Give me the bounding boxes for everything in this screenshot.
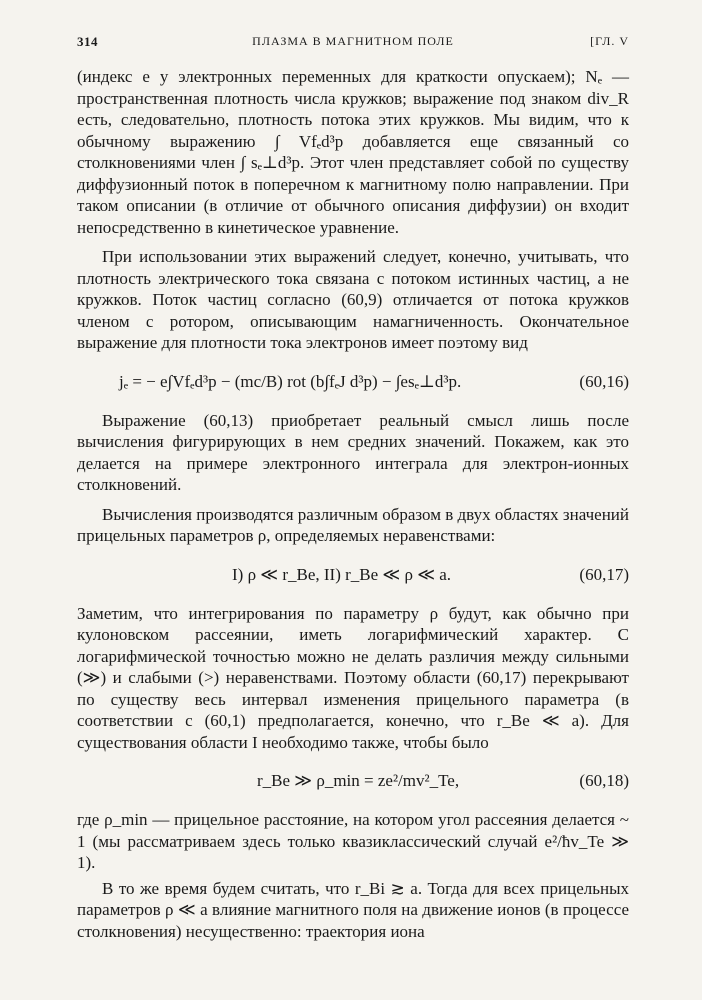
equation-60-16-expr: jₑ = − e∫Vfₑd³p − (mc/B) rot (b∫fₑJ d³p) − ∫esₑ⊥d³p. [119,371,462,391]
running-title: ПЛАЗМА В МАГНИТНОМ ПОЛЕ [252,34,454,48]
paragraph-3: Выражение (60,13) приобретает реальный смысл лишь после вычисления фигурирующих в нем средних значений. Покажем, как это делается на примере электронного интеграла для электрон-ионных столкновений. [77,410,629,494]
equation-60-16-label: (60,16) [579,371,629,391]
chapter-label: [ГЛ. V [590,34,629,48]
paragraph-4: Вычисления производятся различным образом в двух областях значений прицельных параметров ρ, определяемых неравенствами: [77,504,629,545]
paragraph-2: При использовании этих выражений следует, конечно, учитывать, что плотность электрического тока связана с потоком истинных частиц, а не кружков. Поток частиц согласно (60,9) отличается от потока кружков членом с ротором, описывающим намагниченность. Окончательное выражение для плотности тока электронов имеет поэтому вид [77,247,629,352]
equation-60-17-label: (60,17) [579,564,629,584]
paragraph-1: (индекс e у электронных переменных для краткости опускаем); Nₑ — пространственная плотность числа кружков; выражение под знаком div_R есть, следовательно, плотность потока этих кружков. Мы видим, что к обычному выражению ∫ Vfₑd³p добавляется еще связанный со столкновениями член ∫ sₑ⊥d³p. Этот член представляет собой по существу диффузионный поток в поперечном к магнитному полю направлении. При таком описании (в отличие от обычного описания диффузии) он входит непосредственно в кинетическое уравнение. [77,67,629,237]
equation-60-18-label: (60,18) [579,771,629,790]
equation-60-17-expr: I) ρ ≪ r_Be, II) r_Be ≪ ρ ≪ a. [232,564,452,584]
running-header [77,34,629,54]
paragraph-7: В то же время будем считать, что r_Bi ≳ a. Тогда для всех прицельных параметров ρ ≪ a влияние магнитного поля на движение ионов (в процессе столкновения) несущественно: траектория иона [77,878,629,941]
paragraph-6: где ρ_min — прицельное расстояние, на котором угол рассеяния делается ~ 1 (мы рассматриваем здесь только квазиклассический случай e²/ħv_Te ≫ 1). [77,810,629,872]
page-number: 314 [77,34,98,49]
equation-60-17 [77,555,629,595]
equation-60-16 [77,362,629,402]
paragraph-5: Заметим, что интегрирования по параметру ρ будут, как обычно при кулоновском рассеянии, иметь логарифмический характер. С логарифмической точностью можно не делать различия между сильными (≫) и слабыми (>) неравенствами. Поэтому области (60,17) перекрывают по существу весь интервал изменения прицельного параметра (в соответствии с (60,1) предполагается, конечно, что r_Be ≪ a). Для существования области I необходимо также, чтобы было [77,603,629,752]
equation-60-18-expr: r_Be ≫ ρ_min = ze²/mv²_Te, [257,771,460,790]
page-body [77,66,629,942]
equation-60-18 [77,761,629,801]
